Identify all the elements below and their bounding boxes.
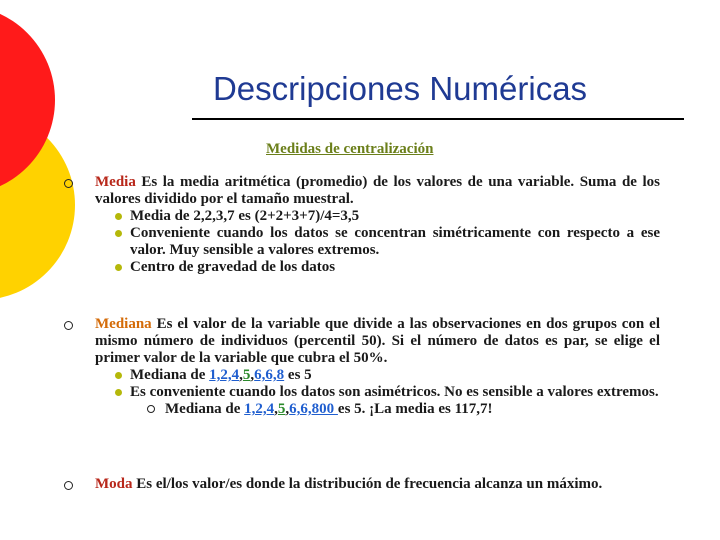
media-block	[95, 174, 660, 276]
mediana-definition: Mediana Es el valor de la variable que divide a las observaciones en dos grupos con el mismo número de individuos (percentil 50). Si el número de datos es par, se elige el primer valor de la variable que cubra el 50%.	[95, 316, 660, 366]
mediana-subitem: Mediana de 1,2,4,5,6,6,800 es 5. ¡La media es 117,7!	[95, 401, 660, 418]
bullet-dot-icon	[115, 372, 122, 379]
bullet-dot-icon	[115, 230, 122, 237]
moda-definition: Moda Es el/los valor/es donde la distribución de frecuencia alcanza un máximo.	[95, 476, 603, 492]
moda-term: Moda	[95, 476, 133, 492]
media-item-2: Conveniente cuando los datos se concentran simétricamente con respecto a ese valor. Muy sensible a valores extremos.	[95, 225, 660, 259]
media-item-1: Media de 2,2,3,7 es (2+2+3+7)/4=3,5	[95, 208, 660, 225]
slide-title: Descripciones Numéricas	[212, 70, 588, 107]
bullet-dot-icon	[115, 213, 122, 220]
media-term: Media	[95, 174, 136, 190]
section-subtitle: Medidas de centralización	[266, 141, 434, 157]
moda-block	[95, 476, 660, 493]
bullet-dot-icon	[115, 389, 122, 396]
bullet-ring-icon	[64, 321, 73, 330]
mediana-term: Mediana	[95, 316, 152, 332]
bullet-ring-icon	[64, 481, 73, 490]
media-item-3: Centro de gravedad de los datos	[95, 259, 660, 276]
title-divider	[192, 118, 684, 120]
bullet-ring-icon	[64, 179, 73, 188]
bullet-dot-icon	[115, 264, 122, 271]
bullet-ring-icon	[147, 405, 155, 413]
mediana-block	[95, 316, 660, 418]
mediana-item-1: Mediana de 1,2,4,5,6,6,8 es 5	[95, 367, 660, 384]
mediana-item-2: Es conveniente cuando los datos son asimétricos. No es sensible a valores extremos.	[95, 384, 660, 401]
media-definition: Media Es la media aritmética (promedio) de los valores de una variable. Suma de los valores dividido por el tamaño muestral.	[95, 174, 660, 207]
